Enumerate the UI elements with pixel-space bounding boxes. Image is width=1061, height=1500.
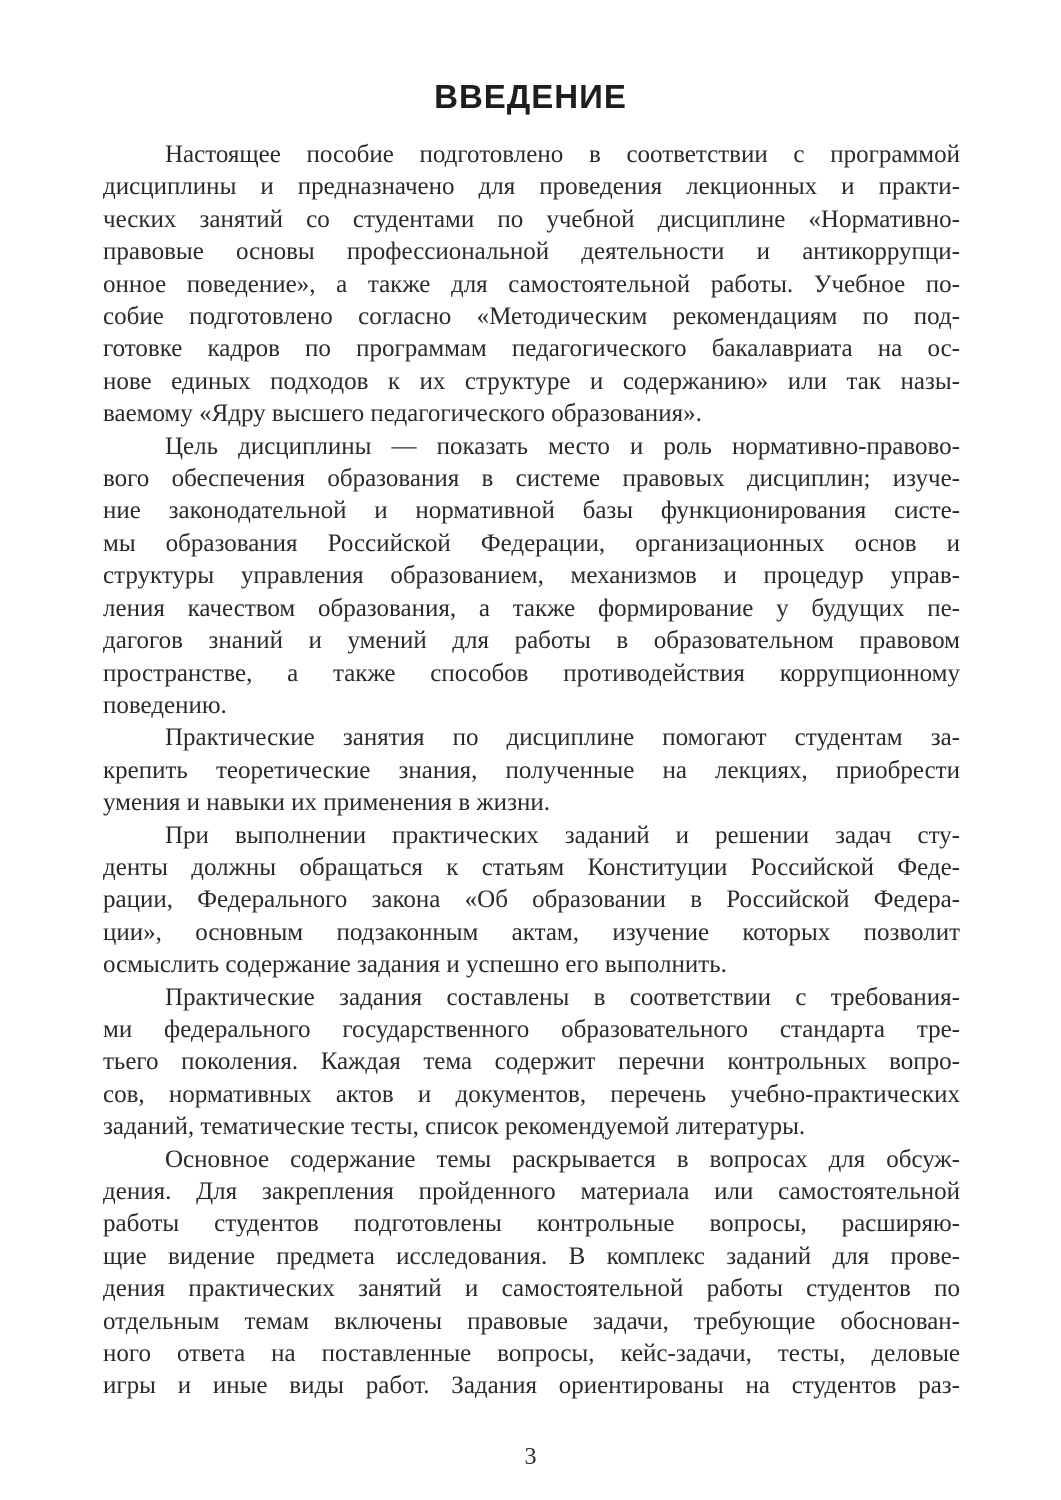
paragraph-1 bbox=[103, 139, 960, 431]
text-line: Цель дисциплины — показать место и роль нормативно-правово- bbox=[165, 432, 960, 460]
text-line: пространстве, а также способов противодействия коррупционному bbox=[103, 659, 960, 687]
text-line: мы образования Российской Федерации, организационных основ и bbox=[103, 529, 960, 557]
text-line: вого обеспечения образования в системе правовых дисциплин; изуче- bbox=[103, 465, 960, 493]
text-line: нове единых подходов к их структуре и содержанию» или так назы- bbox=[103, 367, 960, 395]
text-line: сов, нормативных актов и документов, перечень учебно-практических bbox=[103, 1080, 960, 1108]
text-line: тьего поколения. Каждая тема содержит перечни контрольных вопро- bbox=[103, 1048, 960, 1076]
text-line: онное поведение», а также для самостоятельной работы. Учебное по- bbox=[103, 270, 960, 298]
paragraph-3 bbox=[103, 722, 960, 819]
text-line: ного ответа на поставленные вопросы, кейс-задачи, тесты, деловые bbox=[103, 1340, 960, 1368]
text-line: заданий, тематические тесты, список рекомендуемой литературы. bbox=[103, 1113, 806, 1141]
text-line: Практические занятия по дисциплине помогают студентам за- bbox=[165, 724, 960, 752]
text-line: осмыслить содержание задания и успешно его выполнить. bbox=[103, 951, 727, 979]
text-line: отдельным темам включены правовые задачи, требующие обоснован- bbox=[103, 1307, 960, 1335]
text-line: правовые основы профессиональной деятельности и антикоррупци- bbox=[103, 238, 960, 266]
text-line: дисциплины и предназначено для проведения лекционных и практи- bbox=[103, 173, 960, 201]
text-line: ние законодательной и нормативной базы функционирования систе- bbox=[103, 497, 960, 525]
paragraph-5 bbox=[103, 982, 960, 1144]
text-line: рации, Федерального закона «Об образовании в Российской Федера- bbox=[103, 886, 960, 914]
text-line: собие подготовлено согласно «Методическим рекомендациям по под- bbox=[103, 303, 960, 331]
text-line: ми федерального государственного образовательного стандарта тре- bbox=[103, 1015, 960, 1043]
text-line: умения и навыки их применения в жизни. bbox=[103, 789, 550, 817]
text-line: готовке кадров по программам педагогического бакалавриата на ос- bbox=[103, 335, 960, 363]
text-line: Основное содержание темы раскрывается в вопросах для обсуж- bbox=[165, 1145, 960, 1173]
text-line: ции», основным подзаконным актам, изучение которых позволит bbox=[103, 918, 960, 946]
paragraph-2 bbox=[103, 431, 960, 723]
text-line: Практические задания составлены в соответствии с требования- bbox=[165, 983, 960, 1011]
body-text bbox=[103, 139, 960, 1403]
text-line: крепить теоретические знания, полученные на лекциях, приобрести bbox=[103, 756, 960, 784]
text-line: дагогов знаний и умений для работы в образовательном правовом bbox=[103, 627, 960, 655]
paragraph-6 bbox=[103, 1144, 960, 1403]
page-number: 3 bbox=[524, 1444, 537, 1470]
paragraph-4 bbox=[103, 820, 960, 982]
text-line: дения. Для закрепления пройденного материала или самостоятельной bbox=[103, 1178, 960, 1205]
text-line: Настоящее пособие подготовлено в соответствии с программой bbox=[165, 141, 960, 168]
text-line: ваемому «Ядру высшего педагогического образования». bbox=[103, 400, 702, 428]
page-title: ВВЕДЕНИЕ bbox=[434, 78, 627, 115]
text-line: денты должны обращаться к статьям Конституции Российской Феде- bbox=[103, 853, 960, 881]
text-line: ления качеством образования, а также формирование у будущих пе- bbox=[103, 594, 960, 622]
text-line: поведению. bbox=[103, 691, 227, 719]
text-line: щие видение предмета исследования. В комплекс заданий для прове- bbox=[103, 1242, 960, 1270]
text-line: дения практических занятий и самостоятельной работы студентов по bbox=[103, 1275, 960, 1303]
text-line: При выполнении практических заданий и решении задач сту- bbox=[165, 821, 960, 849]
text-line: игры и иные виды работ. Задания ориентированы на студентов раз- bbox=[103, 1372, 960, 1400]
text-line: работы студентов подготовлены контрольные вопросы, расширяю- bbox=[103, 1210, 960, 1238]
text-line: ческих занятий со студентами по учебной дисциплине «Нормативно- bbox=[103, 205, 960, 233]
text-line: структуры управления образованием, механизмов и процедур управ- bbox=[103, 562, 960, 590]
